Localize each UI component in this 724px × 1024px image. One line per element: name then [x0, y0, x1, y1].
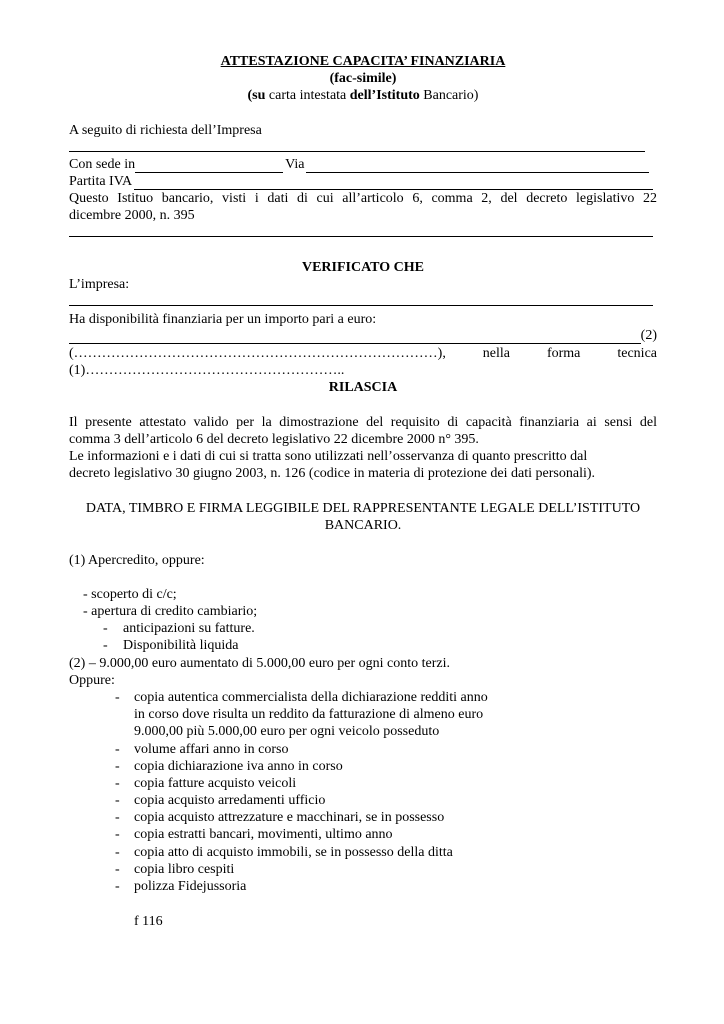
importo-field[interactable] [69, 331, 641, 344]
impresa-field[interactable] [69, 139, 645, 152]
copia-text: copia libro cespiti [134, 862, 235, 877]
subitem-text: Disponibilità liquida [123, 638, 239, 653]
verificato-heading: VERIFICATO CHE [301, 260, 424, 275]
document-subtitle: (fac-simile) [329, 71, 397, 86]
dash-marker: - [115, 793, 120, 808]
copia-text: copia estratti bancari, movimenti, ultimo anno [134, 827, 393, 842]
copia-text: copia acquisto attrezzature e macchinari, se in possesso [134, 810, 445, 825]
signature-line-2: BANCARIO. [324, 518, 402, 533]
piva-row [69, 173, 653, 190]
letterhead-note [69, 87, 657, 104]
document-title: ATTESTAZIONE CAPACITA’ FINANZIARIA [220, 54, 506, 69]
rilascia-heading: RILASCIA [328, 380, 398, 395]
via-field[interactable] [306, 160, 649, 173]
disponibilita-line: Ha disponibilità finanziaria per un importo pari a euro: [69, 312, 377, 327]
copia-item [115, 741, 703, 758]
dash-marker: - [115, 827, 120, 842]
paragraph-1-line-1: Il presente attestato valido per la dimostrazione del requisito di capacità finanziaria ai sensi del [69, 415, 657, 430]
copia-item [115, 689, 703, 706]
paragraph-1-line-2: comma 3 dell’articolo 6 del decreto legislativo 22 dicembre 2000 n° 395. [69, 432, 479, 447]
copia-item [115, 844, 703, 861]
note-1-item: - apertura di credito cambiario; [83, 604, 258, 619]
signature-line-1: DATA, TIMBRO E FIRMA LEGGIBILE DEL RAPPRESENTANTE LEGALE DELL’ISTITUTO [85, 501, 641, 516]
sede-label: Con sede in [69, 157, 136, 172]
copia-item [115, 775, 703, 792]
copia-text-cont: 9.000,00 più 5.000,00 euro per ogni veicolo posseduto [134, 724, 440, 739]
copia-text-cont: in corso dove risulta un reddito da fatturazione di almeno euro [134, 707, 484, 722]
note-1-title: (1) Apercredito, oppure: [69, 553, 205, 568]
sede-field[interactable] [135, 160, 283, 173]
dash-marker: - [115, 810, 120, 825]
importo-words-line: (……………………………………………………………………), nella forma tecnica [69, 346, 657, 361]
dash-marker: - [103, 621, 108, 636]
note-ref-2: (2) [640, 328, 657, 343]
copia-item [115, 861, 703, 878]
oppure-label: Oppure: [69, 673, 115, 688]
request-line: A seguito di richiesta dell’Impresa [69, 123, 262, 138]
note-1-item: - scoperto di c/c; [83, 587, 177, 602]
forma-tecnica-line: (1)……………………………………………….. [69, 363, 345, 378]
impresa-label: L’impresa: [69, 277, 130, 292]
impresa-name-field[interactable] [69, 293, 653, 306]
questo-line-1: Questo Istituo bancario, visti i dati di cui all’articolo 6, comma 2, del decreto legislativo 22 [69, 191, 657, 206]
dash-marker: - [115, 690, 120, 705]
dash-marker: - [115, 759, 120, 774]
subitem-text: anticipazioni su fatture. [123, 621, 255, 636]
note-carta: carta intestata [265, 88, 350, 103]
dash-marker: - [115, 845, 120, 860]
piva-label: Partita IVA [69, 174, 133, 189]
copia-text: volume affari anno in corso [134, 742, 289, 757]
piva-field[interactable] [134, 177, 653, 190]
sede-row [69, 156, 649, 173]
paragraph-2-line-1: Le informazioni e i dati di cui si tratta sono utilizzati nell’osservanza di quanto prescritto dal [69, 449, 588, 464]
note-su: (su [247, 88, 266, 103]
note-bancario: Bancario) [419, 88, 479, 103]
note-2-title: (2) – 9.000,00 euro aumentato di 5.000,00 euro per ogni conto terzi. [69, 656, 451, 671]
copia-item [115, 758, 703, 775]
dash-marker: - [115, 862, 120, 877]
note-1-subitem [103, 637, 691, 654]
dash-marker: - [115, 879, 120, 894]
copia-text: polizza Fidejussoria [134, 879, 247, 894]
copia-text: copia autentica commercialista della dichiarazione redditi anno [134, 690, 488, 705]
note-1-subitem [103, 620, 691, 637]
questo-line-2: dicembre 2000, n. 395 [69, 208, 195, 223]
dash-marker: - [115, 776, 120, 791]
copia-text: copia dichiarazione iva anno in corso [134, 759, 343, 774]
questo-field[interactable] [69, 224, 653, 237]
note-istituto: dell’Istituto [349, 88, 420, 103]
copia-text: copia atto di acquisto immobili, se in possesso della ditta [134, 845, 453, 860]
copia-text: copia fatture acquisto veicoli [134, 776, 297, 791]
dash-marker: - [115, 742, 120, 757]
copia-text: copia acquisto arredamenti ufficio [134, 793, 326, 808]
paragraph-2-line-2: decreto legislativo 30 giugno 2003, n. 126 (codice in materia di protezione dei dati personali). [69, 466, 596, 481]
copia-item [115, 792, 703, 809]
via-label: Via [285, 157, 305, 172]
dash-marker: - [103, 638, 108, 653]
copia-item [115, 809, 703, 826]
copia-item [115, 826, 703, 843]
copia-item [115, 878, 703, 895]
form-code: f 116 [134, 914, 163, 929]
importo-row [69, 327, 657, 344]
